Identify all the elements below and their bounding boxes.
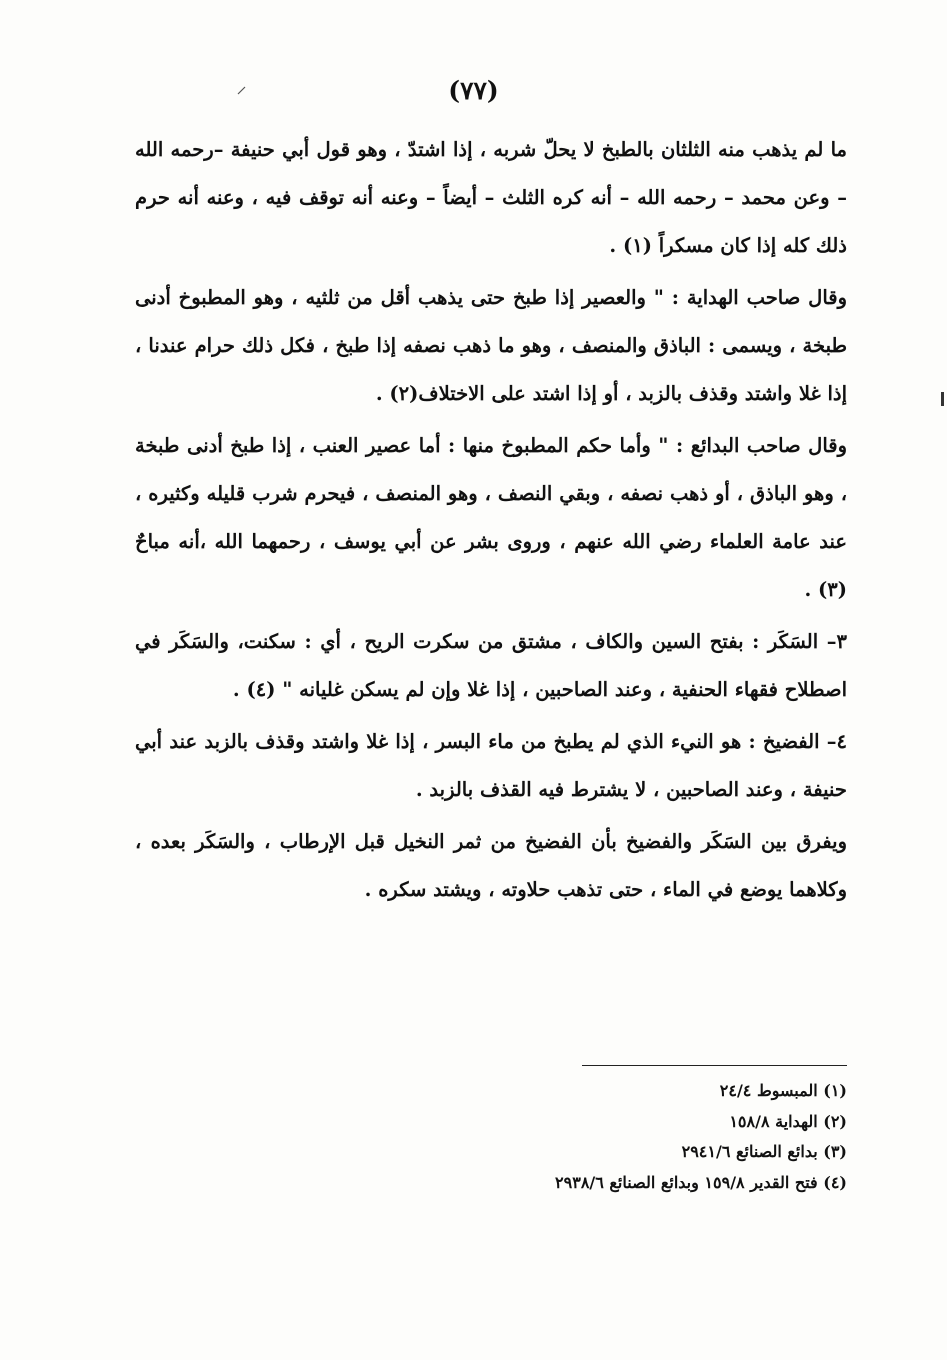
footnote-3: (٣) بدائع الصنائع ٢٩٤١/٦ <box>681 1142 847 1161</box>
body-text <box>135 126 847 918</box>
paragraph-3: وقال صاحب البدائع : " وأما حكم المطبوخ منها : أما عصير العنب ، إذا طبخ أدنى طبخة ، وهو الباذق ، أو ذهب نصفه ، وبقي النصف ، وهو المنصف ، فيحرم شرب قليله وكثيره ، عند عامة العلماء رضي الله عنهم ، وروى بشر عن أبي يوسف ، رحمهما الله ،أنه مباحٌ (٣) . <box>135 434 847 601</box>
footnote-4: (٤) فتح القدير ١٥٩/٨ وبدائع الصنائع ٢٩٣٨/٦ <box>555 1172 847 1192</box>
paragraph-2: وقال صاحب الهداية : " والعصير إذا طبخ حتى يذهب أقل من ثلثيه ، وهو المطبوخ أدنى طبخة ، ويسمى : الباذق والمنصف ، وهو ما ذهب نصفه إذا طبخ ، فكل ذلك حرام عندنا ، إذا غلا واشتد وقذف بالزبد ، أو إذا اشتد على الاختلاف(٢) . <box>135 286 847 405</box>
page-number: (٧٧) <box>448 76 499 105</box>
footnotes <box>435 1076 847 1198</box>
paragraph-1: ما لم يذهب منه الثلثان بالطبخ لا يحلّ شربه ، إذا اشتدّ ، وهو قول أبي حنيفة –رحمه الله – وعن محمد – رحمه الله – أنه كره الثلث – أيضاً – وعنه أنه توقف فيه ، وعنه أنه حرم ذلك كله إذا كان مسكراً (١) . <box>135 138 847 257</box>
footnote-2: (٢) الهداية ١٥٨/٨ <box>729 1111 847 1131</box>
paragraph-6: ويفرق بين السَكَر والفضيخ بأن الفضيخ من ثمر النخيل قبل الإرطاب ، والسَكَر بعده ، وكلاهما يوضع في الماء ، حتى تذهب حلاوته ، ويشتد سكره . <box>135 830 847 901</box>
paragraph-4: ٣– السَكَر : بفتح السين والكاف ، مشتق من سكرت الريح ، أي : سكنت، والسَكَر في اصطلاح فقهاء الحنفية ، وعند الصاحبين ، إذا غلا وإن لم يسكن غليانه " (٤) . <box>135 630 847 701</box>
paragraph-5: ٤– الفضيخ : هو النيء الذي لم يطبخ من ماء البسر ، إذا غلا واشتد وقذف بالزبد عند أبي حنيفة ، وعند الصاحبين ، لا يشترط فيه القذف بالزبد . <box>135 730 847 801</box>
footnote-1: (١) المبسوط ٢٤/٤ <box>719 1081 847 1100</box>
scan-edge-mark <box>941 392 944 406</box>
footnote-separator <box>582 1065 847 1066</box>
